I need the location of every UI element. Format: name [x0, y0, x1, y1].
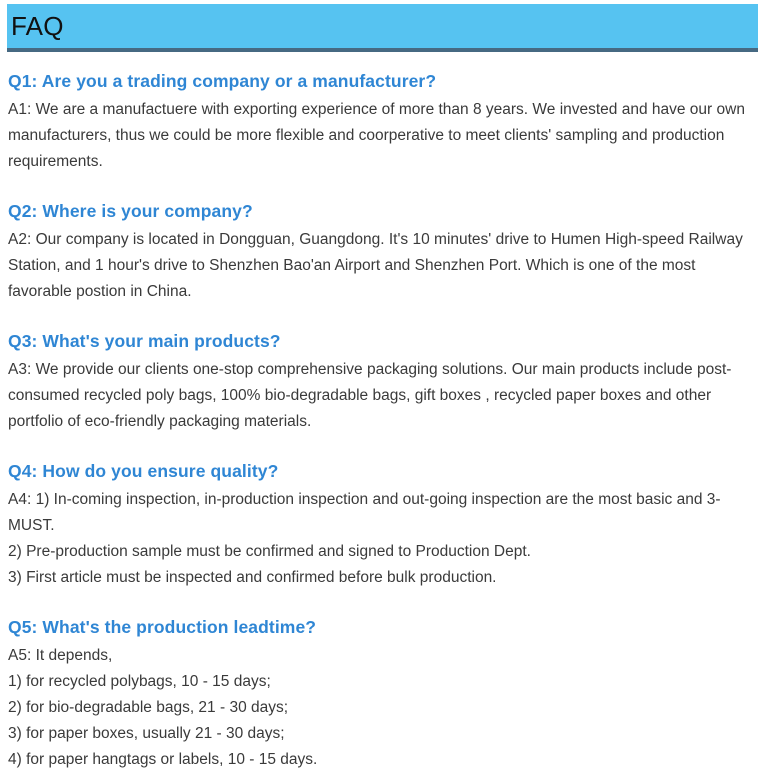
- faq-question-4: Q4: How do you ensure quality?: [8, 461, 279, 481]
- faq-question-3: Q3: What's your main products?: [8, 331, 281, 351]
- faq-section-3: [8, 330, 757, 435]
- answer-line: A2: Our company is located in Dongguan, Guangdong. It's 10 minutes' drive to Humen High-speed Railway Station, and 1 hour's drive to Shenzhen Bao'an Airport and Shenzhen Port. Which is one of the most favorable postion in China.: [8, 231, 743, 300]
- answer-line: A4: 1) In-coming inspection, in-production inspection and out-going inspection are the most basic and 3-MUST.: [8, 491, 721, 534]
- faq-question-2: Q2: Where is your company?: [8, 201, 253, 221]
- faq-banner: [7, 4, 758, 52]
- faq-answer-1: [8, 97, 757, 175]
- answer-line: 2) Pre-production sample must be confirmed and signed to Production Dept.: [8, 543, 531, 560]
- faq-answer-3: [8, 357, 757, 435]
- faq-list: [0, 70, 765, 773]
- faq-section-2: [8, 200, 757, 305]
- answer-line: 2) for bio-degradable bags, 21 - 30 days;: [8, 699, 289, 716]
- faq-question-1: Q1: Are you a trading company or a manufacturer?: [8, 71, 437, 91]
- answer-line: 3) for paper boxes, usually 21 - 30 days;: [8, 725, 285, 742]
- answer-line: 1) for recycled polybags, 10 - 15 days;: [8, 673, 271, 690]
- answer-line: A3: We provide our clients one-stop comprehensive packaging solutions. Our main products include post-consumed recycled poly bags, 100% bio-degradable bags, gift boxes , recycled paper boxes and other portfolio of eco-friendly packaging materials.: [8, 361, 732, 430]
- faq-title: FAQ: [11, 11, 64, 41]
- faq-question-5: Q5: What's the production leadtime?: [8, 617, 317, 637]
- faq-section-1: [8, 70, 757, 175]
- faq-answer-5: [8, 643, 757, 773]
- faq-answer-4: [8, 487, 757, 591]
- faq-answer-2: [8, 227, 757, 305]
- answer-line: A1: We are a manufactuere with exporting experience of more than 8 years. We invested and have our own manufacturers, thus we could be more flexible and coorperative to meet clients' sampling and production requirements.: [8, 101, 745, 170]
- faq-page: [0, 4, 765, 773]
- answer-line: 3) First article must be inspected and confirmed before bulk production.: [8, 569, 497, 586]
- faq-section-4: [8, 460, 757, 591]
- answer-line: 4) for paper hangtags or labels, 10 - 15 days.: [8, 751, 318, 768]
- answer-line: A5: It depends,: [8, 647, 113, 664]
- faq-section-5: [8, 616, 757, 773]
